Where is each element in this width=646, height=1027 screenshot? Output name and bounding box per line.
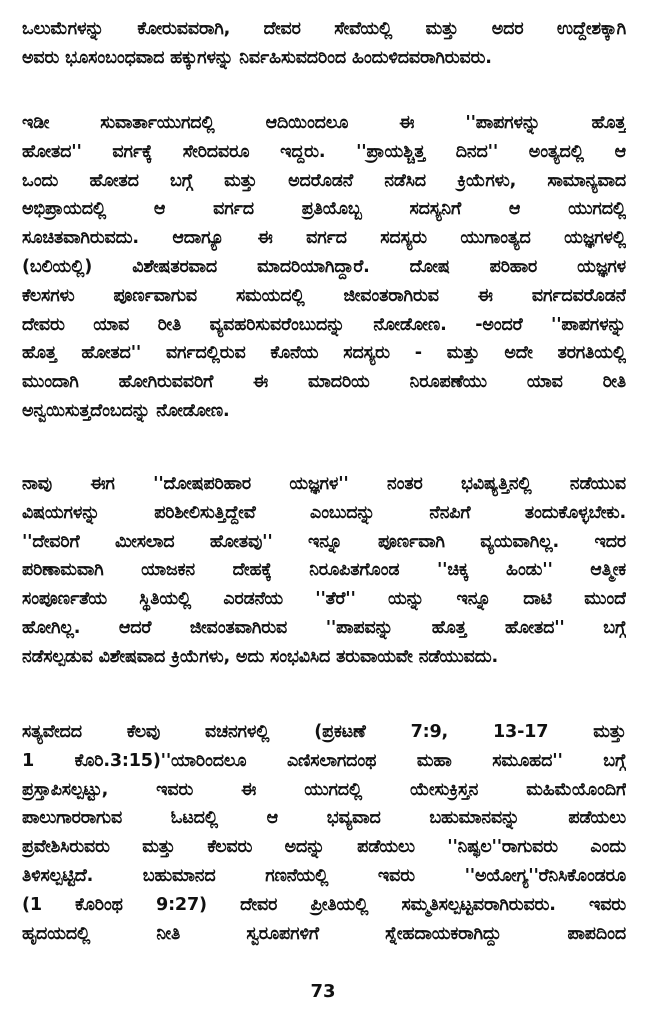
text-line: ನಾವು ಈಗ ''ದೋಷಪರಿಹಾರ ಯಜ್ಞಗಳ'' ನಂತರ ಭವಿಷ್ಯತ್ತಿನಲ್ಲಿ ನಡೆಯುವ [22,474,626,494]
text-line: ''ದೇವರಿಗೆ ಮೀಸಲಾದ ಹೋತವು'' ಇನ್ನೂ ಪೂರ್ಣವಾಗಿ ವ್ಯಯವಾಗಿಲ್ಲ. ಇದರ [22,531,626,552]
paragraph-4 [22,718,626,948]
text-line: ಮುಂದಾಗಿ ಹೋಗಿರುವವರಿಗೆ ಈ ಮಾದರಿಯ ನಿರೂಪಣೆಯು ಯಾವ ರೀತಿ [22,372,626,393]
text-line: ಹೃದಯದಲ್ಲಿ ನೀತಿ ಸ್ವರೂಪಗಳಿಗೆ ಸ್ನೇಹದಾಯಕರಾಗಿದ್ದು ಪಾಪದಿಂದ [22,923,626,944]
text-line: ಇಡೀ ಸುವಾರ್ತಾಯುಗದಲ್ಲಿ ಆದಿಯಿಂದಲೂ ಈ ''ಪಾಪಗಳನ್ನು ಹೊತ್ತ [22,113,626,133]
text-line: ಒಂದು ಹೋತದ ಬಗ್ಗೆ ಮತ್ತು ಅದರೊಡನೆ ನಡೆಸಿದ ಕ್ರಿಯೆಗಳು, ಸಾಮಾನ್ಯವಾದ [22,170,626,191]
text-line: ದೇವರು ಯಾವ ರೀತಿ ವ್ಯವಹರಿಸುವರೆಂಬುದನ್ನು ನೋಡೋಣ. -ಅಂದರೆ ''ಪಾಪಗಳನ್ನು [22,314,626,335]
text-line: ಅವರು ಭೂಸಂಬಂಧವಾದ ಹಕ್ಕುಗಳನ್ನು ನಿರ್ವಹಿಸುವದರಿಂದ ಹಿಂದುಳಿದವರಾಗಿರುವರು. [22,47,492,68]
page-number: 73 [310,981,336,1002]
text-line: ಅನ್ವಯಿಸುತ್ತದೆಂಬದನ್ನು ನೋಡೋಣ. [22,400,230,421]
text-line: 1 ಕೊರಿ.3:15)''ಯಾರಿಂದಲೂ ಎಣಿಸಲಾಗದಂಥ ಮಹಾ ಸಮೂಹದ'' ಬಗ್ಗೆ [22,750,626,771]
text-line: ಒಲುಮೆಗಳನ್ನು ಕೋರುವವರಾಗಿ, ದೇವರ ಸೇವೆಯಲ್ಲಿ ಮತ್ತು ಅದರ ಉದ್ದೇಶಕ್ಕಾಗಿ [22,19,626,39]
text-line: (1 ಕೊರಿಂಥ 9:27) ದೇವರ ಪ್ರೀತಿಯಲ್ಲಿ ಸಮ್ಮತಿಸಲ್ಪಟ್ಟವರಾಗಿರುವರು. ಇವರು [22,894,626,915]
text-line: ವಿಷಯಗಳನ್ನು ಪರಿಶೀಲಿಸುತ್ತಿದ್ದೇವೆ ಎಂಬುದನ್ನು ನೆನಪಿಗೆ ತಂದುಕೊಳ್ಳಬೇಕು. [22,502,626,523]
text-line: ಪ್ರವೇಶಿಸಿರುವರು ಮತ್ತು ಕೆಲವರು ಅದನ್ನು ಪಡೆಯಲು ''ನಿಷ್ಫಲ''ರಾಗುವರು ಎಂದು [22,837,626,858]
text-line: ಸಂಪೂರ್ಣತೆಯ ಸ್ಥಿತಿಯಲ್ಲಿ ಎರಡನೆಯ ''ತೆರೆ'' ಯನ್ನು ಇನ್ನೂ ದಾಟಿ ಮುಂದೆ [22,589,626,610]
text-line: ಸತ್ಯವೇದದ ಕೆಲವು ವಚನಗಳಲ್ಲಿ (ಪ್ರಕಟಣೆ 7:9, 13-17 ಮತ್ತು [22,722,626,742]
text-line: ಹೋತದ'' ವರ್ಗಕ್ಕೆ ಸೇರಿದವರೂ ಇದ್ದರು. ''ಪ್ರಾಯಶ್ಚಿತ್ತ ದಿನದ'' ಅಂತ್ಯದಲ್ಲಿ ಆ [22,141,626,162]
text-line: ಕೆಲಸಗಳು ಪೂರ್ಣವಾಗುವ ಸಮಯದಲ್ಲಿ ಜೀವಂತರಾಗಿರುವ ಈ ವರ್ಗದವರೊಡನೆ [22,285,626,306]
paragraph-2 [22,109,626,426]
text-line: ಸೂಚಿತವಾಗಿರುವದು. ಆದಾಗ್ಯೂ ಈ ವರ್ಗದ ಸದಸ್ಯರು ಯುಗಾಂತ್ಯದ ಯಜ್ಞಗಳಲ್ಲಿ [22,228,626,249]
paragraph-1 [22,15,626,73]
text-line: ಹೊತ್ತ ಹೋತದ'' ವರ್ಗದಲ್ಲಿರುವ ಕೊನೆಯ ಸದಸ್ಯರು - ಮತ್ತು ಅದೇ ತರಗತಿಯಲ್ಲಿ [22,343,626,364]
text-line: ನಡೆಸಲ್ಪಡುವ ವಿಶೇಷವಾದ ಕ್ರಿಯೆಗಳು, ಅದು ಸಂಭವಿಸಿದ ತರುವಾಯವೇ ನಡೆಯುವದು. [22,646,499,667]
text-line: ಅಭಿಪ್ರಾಯದಲ್ಲಿ ಆ ವರ್ಗದ ಪ್ರತಿಯೊಬ್ಬ ಸದಸ್ಯನಿಗೆ ಆ ಯುಗದಲ್ಲಿ [22,199,626,220]
text-line: ಪ್ರಸ್ತಾಪಿಸಲ್ಪಟ್ಟು, ಇವರು ಈ ಯುಗದಲ್ಲಿ ಯೇಸುಕ್ರಿಸ್ತನ ಮಹಿಮೆಯೊಂದಿಗೆ [22,779,626,800]
paragraph-3 [22,470,626,672]
text-line: (ಬಲಿಯಲ್ಲಿ) ವಿಶೇಷತರವಾದ ಮಾದರಿಯಾಗಿದ್ದಾರೆ. ದೋಷ ಪರಿಹಾರ ಯಜ್ಞಗಳ [22,256,626,277]
text-line: ಪಾಲುಗಾರರಾಗುವ ಓಟದಲ್ಲಿ ಆ ಭವ್ಯವಾದ ಬಹುಮಾನವನ್ನು ಪಡೆಯಲು [22,808,626,829]
text-line: ಪರಿಣಾಮವಾಗಿ ಯಾಜಕನ ದೇಹಕ್ಕೆ ನಿರೂಪಿತಗೊಂಡ ''ಚಿಕ್ಕ ಹಿಂಡು'' ಆತ್ಮೀಕ [22,560,626,581]
text-line: ಹೋಗಿಲ್ಲ. ಆದರೆ ಜೀವಂತವಾಗಿರುವ ''ಪಾಪವನ್ನು ಹೊತ್ತ ಹೋತದ'' ಬಗ್ಗೆ [22,617,626,638]
text-line: ತಿಳಿಸಲ್ಪಟ್ಟಿದೆ. ಬಹುಮಾನದ ಗಣನೆಯಲ್ಲಿ ಇವರು ''ಅಯೋಗ್ಯ''ರೆನಿಸಿಕೊಂಡರೂ [22,865,626,886]
